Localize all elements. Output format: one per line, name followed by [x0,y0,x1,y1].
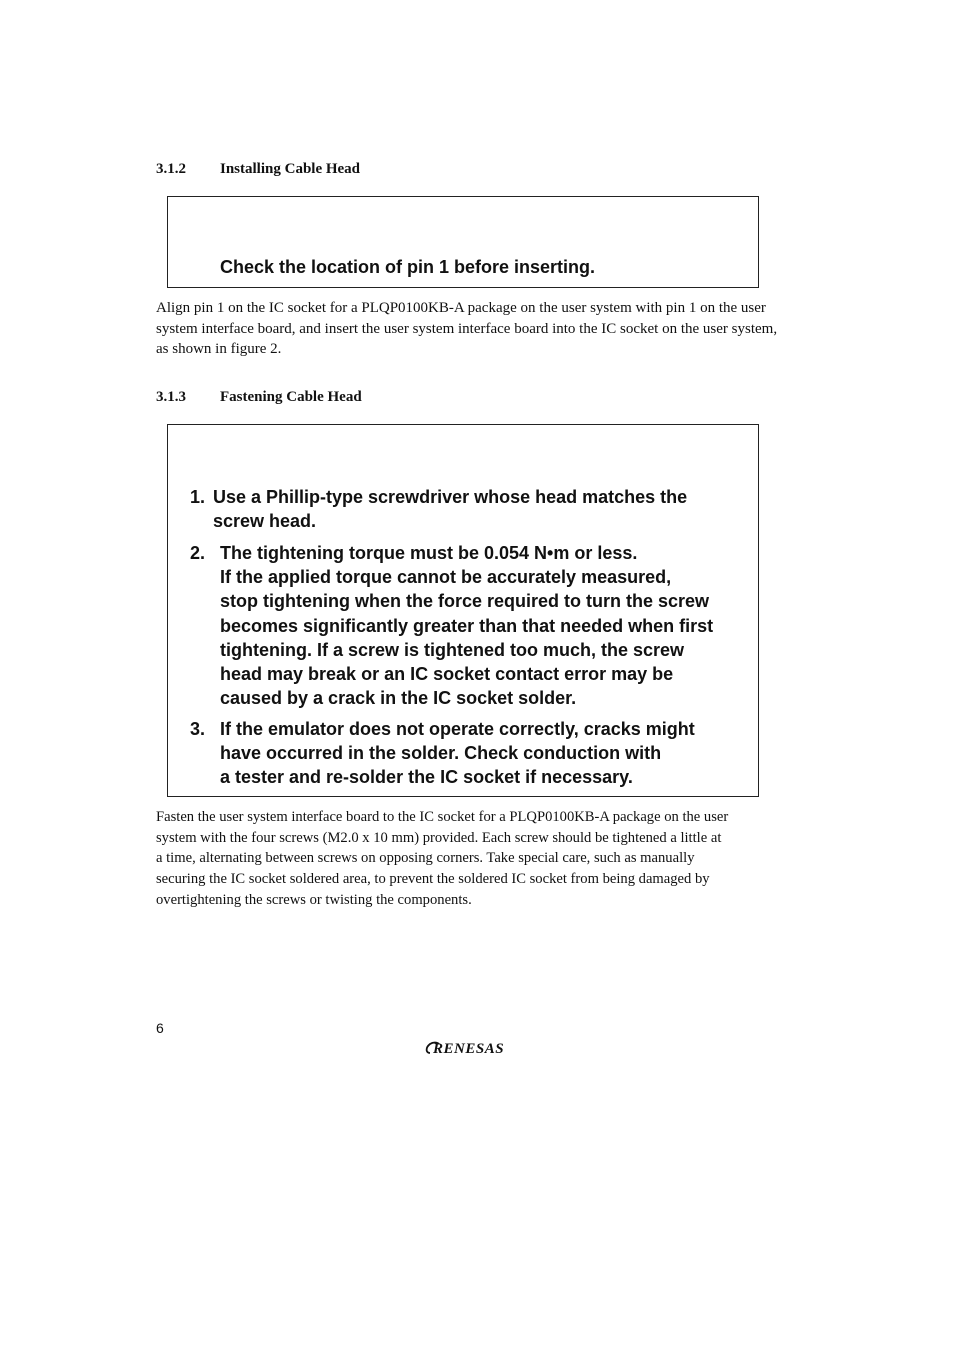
caution-item-2 [190,541,713,710]
caution-box-installing [167,196,759,288]
renesas-logo [424,1038,524,1056]
caution-line: The tightening torque must be 0.054 N•m or less. [220,543,638,563]
section-number: 3.1.3 [156,389,186,405]
caution-line: head may break or an IC socket contact error may be [220,664,674,685]
caution-text: Check the location of pin 1 before inserting. [220,257,596,277]
section-title: Fastening Cable Head [220,389,362,405]
caution-line: Use a Phillip-type screwdriver whose head matches the [213,487,688,507]
installing-body-text: Align pin 1 on the IC socket for a PLQP0100KB-A package on the user system with pin 1 on the user system interface board, and insert the user system interface board into the IC socket on the user system, as shown in figure 2. [156,300,778,358]
section-heading-3-1-3 [156,389,362,406]
logo-text: RENESAS [433,1041,505,1056]
caution-line: If the applied torque cannot be accurately measured, [220,567,672,588]
caution-line: screw head. [213,511,317,532]
body-line: Fasten the user system interface board to the IC socket for a PLQP0100KB-A package on the user [156,809,729,825]
body-line: system with the four screws (M2.0 x 10 mm) provided. Each screw should be tightened a little at [156,829,722,846]
fastening-body-text [156,807,816,911]
body-line: a time, alternating between screws on opposing corners. Take special care, such as manually [156,850,695,867]
page-number: 6 [156,1020,164,1036]
body-line: securing the IC socket soldered area, to prevent the soldered IC socket from being damaged by [156,871,710,888]
caution-item-label: 2. [190,543,206,563]
caution-line: becomes significantly greater than that needed when first [220,615,714,636]
body-line: overtightening the screws or twisting the components. [156,891,472,908]
caution-item-1 [190,485,687,533]
caution-item-3 [190,717,695,790]
caution-item-label: 3. [190,719,206,739]
renesas-logo-mark [424,1038,524,1056]
caution-line: stop tightening when the force required to turn the screw [220,591,710,612]
caution-item-label: 1. [190,487,206,507]
caution-line: tightening. If a screw is tightened too much, the screw [220,639,685,660]
caution-line: If the emulator does not operate correctly, cracks might [220,719,695,739]
section-number: 3.1.2 [156,161,186,177]
caution-line: caused by a crack in the IC socket solder. [220,688,577,709]
caution-box-fastening [167,424,759,797]
section-heading-3-1-2 [156,161,360,178]
section-title: Installing Cable Head [220,161,361,177]
caution-line: have occurred in the solder. Check conduction with [220,743,662,764]
caution-line: a tester and re-solder the IC socket if necessary. [220,767,633,788]
